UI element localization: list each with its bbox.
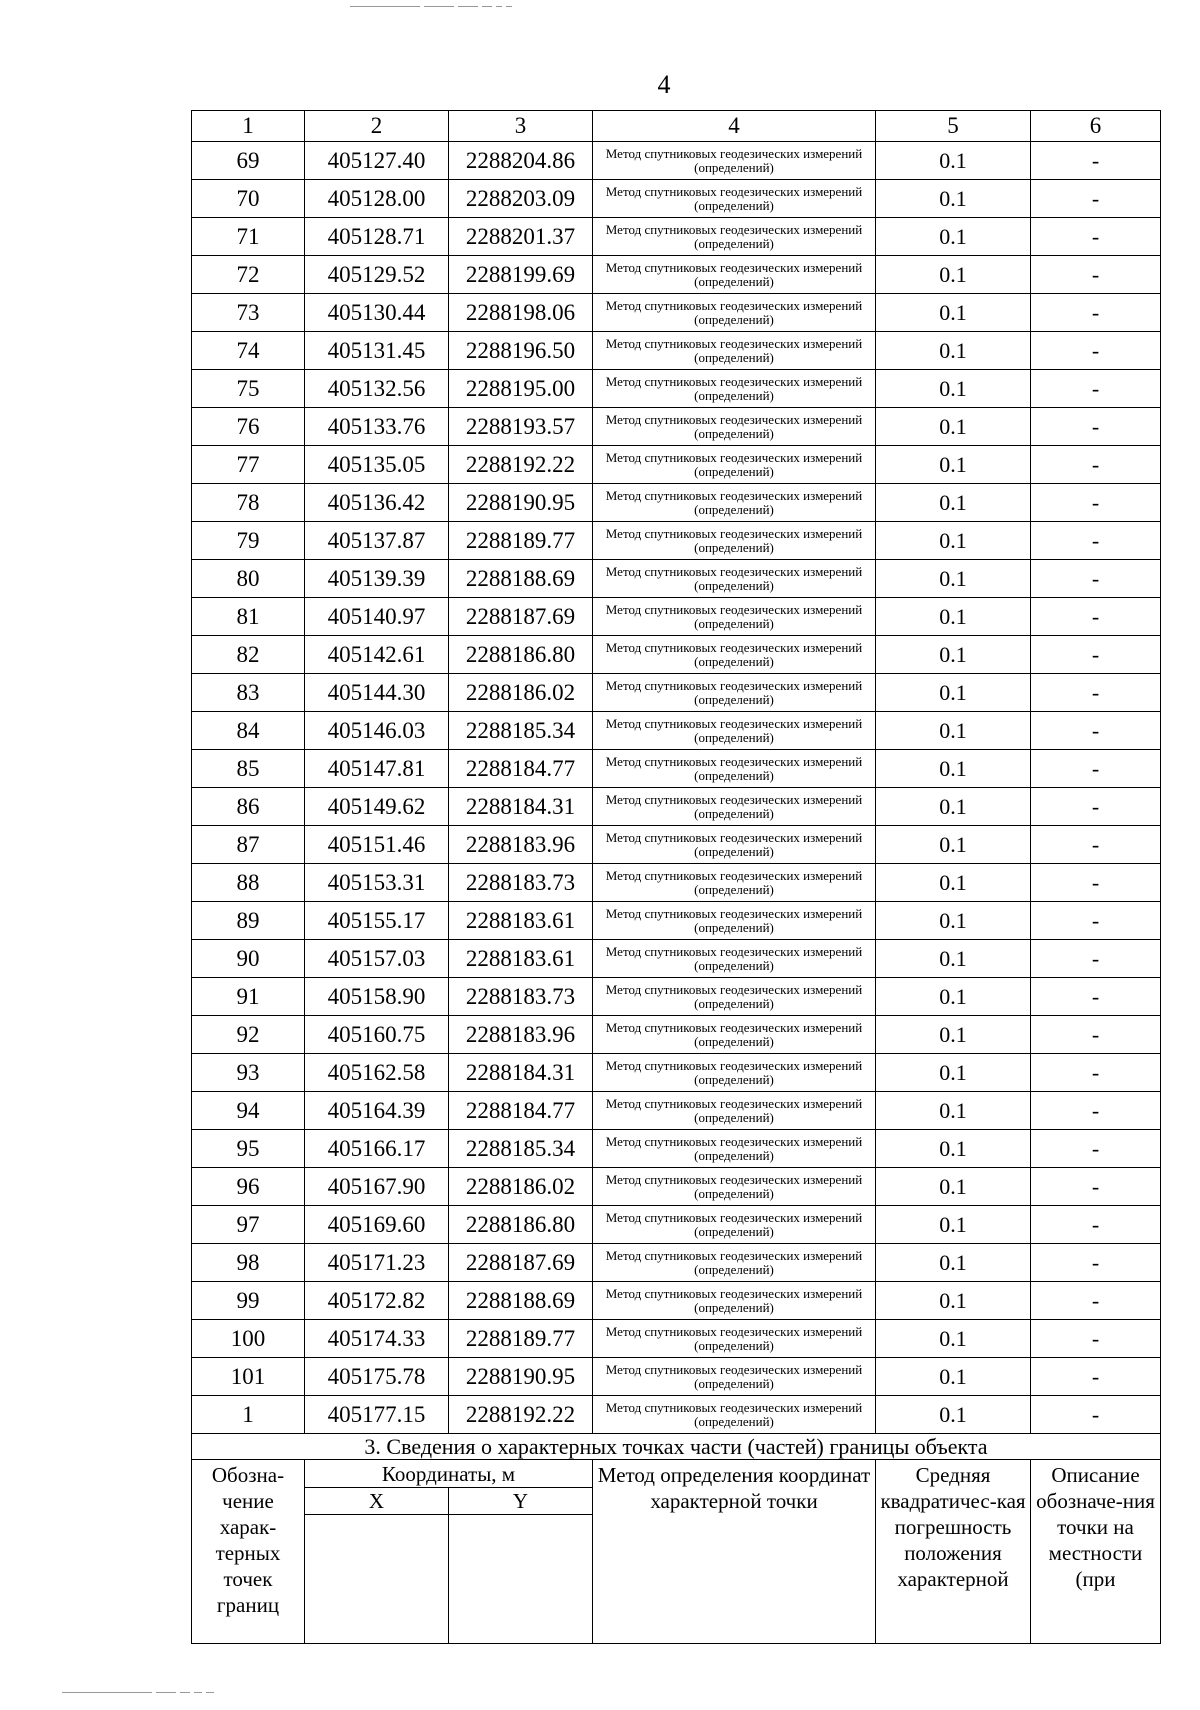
header-method: Метод определения координат характерной точки	[593, 1460, 876, 1644]
y-coordinate-cell: 2288192.22	[449, 446, 593, 484]
description-cell: -	[1031, 1282, 1161, 1320]
y-coordinate-cell: 2288199.69	[449, 256, 593, 294]
description-cell: -	[1031, 940, 1161, 978]
method-cell: Метод спутниковых геодезических измерений (определений)	[593, 294, 876, 332]
description-cell: -	[1031, 294, 1161, 332]
description-cell: -	[1031, 712, 1161, 750]
error-cell: 0.1	[876, 1092, 1031, 1130]
description-cell: -	[1031, 1206, 1161, 1244]
error-cell: 0.1	[876, 788, 1031, 826]
method-cell: Метод спутниковых геодезических измерений (определений)	[593, 1358, 876, 1396]
x-coordinate-cell: 405164.39	[305, 1092, 449, 1130]
table-row	[192, 484, 1161, 522]
y-coordinate-cell: 2288193.57	[449, 408, 593, 446]
point-number-cell: 84	[192, 712, 305, 750]
x-coordinate-cell: 405142.61	[305, 636, 449, 674]
x-coordinate-cell: 405175.78	[305, 1358, 449, 1396]
method-cell: Метод спутниковых геодезических измерений (определений)	[593, 598, 876, 636]
point-number-cell: 75	[192, 370, 305, 408]
error-cell: 0.1	[876, 1016, 1031, 1054]
method-cell: Метод спутниковых геодезических измерений (определений)	[593, 978, 876, 1016]
method-cell: Метод спутниковых геодезических измерений (определений)	[593, 826, 876, 864]
point-number-cell: 70	[192, 180, 305, 218]
y-coordinate-cell: 2288184.77	[449, 750, 593, 788]
point-number-cell: 77	[192, 446, 305, 484]
table-row	[192, 902, 1161, 940]
table-row	[192, 522, 1161, 560]
point-number-cell: 1	[192, 1396, 305, 1434]
error-cell: 0.1	[876, 712, 1031, 750]
method-cell: Метод спутниковых геодезических измерений (определений)	[593, 1396, 876, 1434]
description-cell: -	[1031, 484, 1161, 522]
x-coordinate-cell: 405132.56	[305, 370, 449, 408]
point-number-cell: 74	[192, 332, 305, 370]
x-coordinate-cell: 405129.52	[305, 256, 449, 294]
method-cell: Метод спутниковых геодезических измерений (определений)	[593, 142, 876, 180]
table-row	[192, 408, 1161, 446]
y-coordinate-cell: 2288183.96	[449, 826, 593, 864]
error-cell: 0.1	[876, 1358, 1031, 1396]
point-number-cell: 76	[192, 408, 305, 446]
error-cell: 0.1	[876, 1282, 1031, 1320]
section-title: 3. Сведения о характерных точках части (частей) границы объекта	[192, 1434, 1161, 1460]
header-designation: Обозна-чение харак-терных точек границ	[192, 1460, 305, 1644]
error-cell: 0.1	[876, 218, 1031, 256]
point-number-cell: 94	[192, 1092, 305, 1130]
description-cell: -	[1031, 218, 1161, 256]
column-number: 5	[876, 111, 1031, 142]
method-cell: Метод спутниковых геодезических измерений (определений)	[593, 408, 876, 446]
error-cell: 0.1	[876, 142, 1031, 180]
error-cell: 0.1	[876, 484, 1031, 522]
table-row	[192, 370, 1161, 408]
description-cell: -	[1031, 1016, 1161, 1054]
column-number: 6	[1031, 111, 1161, 142]
y-coordinate-cell: 2288201.37	[449, 218, 593, 256]
table-row	[192, 256, 1161, 294]
description-cell: -	[1031, 1092, 1161, 1130]
header-y: Y	[449, 1488, 593, 1515]
description-cell: -	[1031, 256, 1161, 294]
method-cell: Метод спутниковых геодезических измерений (определений)	[593, 674, 876, 712]
y-coordinate-cell: 2288203.09	[449, 180, 593, 218]
description-cell: -	[1031, 1244, 1161, 1282]
error-cell: 0.1	[876, 1054, 1031, 1092]
point-number-cell: 100	[192, 1320, 305, 1358]
x-coordinate-cell: 405166.17	[305, 1130, 449, 1168]
x-coordinate-cell: 405149.62	[305, 788, 449, 826]
y-coordinate-cell: 2288198.06	[449, 294, 593, 332]
x-coordinate-cell: 405167.90	[305, 1168, 449, 1206]
y-coordinate-cell: 2288190.95	[449, 484, 593, 522]
error-cell: 0.1	[876, 598, 1031, 636]
method-cell: Метод спутниковых геодезических измерений (определений)	[593, 560, 876, 598]
method-cell: Метод спутниковых геодезических измерений (определений)	[593, 1016, 876, 1054]
error-cell: 0.1	[876, 978, 1031, 1016]
x-coordinate-cell: 405128.00	[305, 180, 449, 218]
point-number-cell: 97	[192, 1206, 305, 1244]
error-cell: 0.1	[876, 864, 1031, 902]
column-number: 4	[593, 111, 876, 142]
x-coordinate-cell: 405133.76	[305, 408, 449, 446]
x-coordinate-cell: 405131.45	[305, 332, 449, 370]
point-number-cell: 85	[192, 750, 305, 788]
header-description: Описание обозначе-ния точки на местности (при	[1031, 1460, 1161, 1644]
table-row	[192, 294, 1161, 332]
x-coordinate-cell: 405137.87	[305, 522, 449, 560]
point-number-cell: 69	[192, 142, 305, 180]
empty-cell	[305, 1515, 449, 1644]
description-cell: -	[1031, 864, 1161, 902]
x-coordinate-cell: 405162.58	[305, 1054, 449, 1092]
point-number-cell: 72	[192, 256, 305, 294]
x-coordinate-cell: 405130.44	[305, 294, 449, 332]
description-cell: -	[1031, 1358, 1161, 1396]
table-row	[192, 1282, 1161, 1320]
y-coordinate-cell: 2288188.69	[449, 1282, 593, 1320]
scan-artifact-bottom	[62, 1692, 282, 1694]
description-cell: -	[1031, 1168, 1161, 1206]
method-cell: Метод спутниковых геодезических измерений (определений)	[593, 712, 876, 750]
column-number: 2	[305, 111, 449, 142]
error-cell: 0.1	[876, 522, 1031, 560]
table-row	[192, 446, 1161, 484]
description-cell: -	[1031, 1054, 1161, 1092]
x-coordinate-cell: 405153.31	[305, 864, 449, 902]
error-cell: 0.1	[876, 446, 1031, 484]
method-cell: Метод спутниковых геодезических измерений (определений)	[593, 788, 876, 826]
y-coordinate-cell: 2288184.31	[449, 788, 593, 826]
description-cell: -	[1031, 902, 1161, 940]
error-cell: 0.1	[876, 902, 1031, 940]
point-number-cell: 79	[192, 522, 305, 560]
method-cell: Метод спутниковых геодезических измерений (определений)	[593, 1282, 876, 1320]
method-cell: Метод спутниковых геодезических измерений (определений)	[593, 1092, 876, 1130]
header-coordinates: Координаты, м	[305, 1460, 593, 1488]
table-row	[192, 1320, 1161, 1358]
point-number-cell: 91	[192, 978, 305, 1016]
table-row	[192, 788, 1161, 826]
y-coordinate-cell: 2288190.95	[449, 1358, 593, 1396]
method-cell: Метод спутниковых геодезических измерений (определений)	[593, 1320, 876, 1358]
x-coordinate-cell: 405147.81	[305, 750, 449, 788]
table-row	[192, 598, 1161, 636]
error-cell: 0.1	[876, 940, 1031, 978]
point-number-cell: 101	[192, 1358, 305, 1396]
table-row	[192, 978, 1161, 1016]
error-cell: 0.1	[876, 1244, 1031, 1282]
error-cell: 0.1	[876, 1130, 1031, 1168]
y-coordinate-cell: 2288183.73	[449, 864, 593, 902]
method-cell: Метод спутниковых геодезических измерений (определений)	[593, 1168, 876, 1206]
table-row	[192, 180, 1161, 218]
table-row	[192, 674, 1161, 712]
method-cell: Метод спутниковых геодезических измерений (определений)	[593, 864, 876, 902]
table-row	[192, 1054, 1161, 1092]
x-coordinate-cell: 405135.05	[305, 446, 449, 484]
point-number-cell: 90	[192, 940, 305, 978]
point-number-cell: 96	[192, 1168, 305, 1206]
column-number: 1	[192, 111, 305, 142]
method-cell: Метод спутниковых геодезических измерений (определений)	[593, 256, 876, 294]
y-coordinate-cell: 2288183.96	[449, 1016, 593, 1054]
table-row	[192, 712, 1161, 750]
table-row	[192, 1016, 1161, 1054]
method-cell: Метод спутниковых геодезических измерений (определений)	[593, 902, 876, 940]
x-coordinate-cell: 405177.15	[305, 1396, 449, 1434]
point-number-cell: 92	[192, 1016, 305, 1054]
method-cell: Метод спутниковых геодезических измерений (определений)	[593, 218, 876, 256]
section-3-title-row	[192, 1434, 1161, 1460]
error-cell: 0.1	[876, 750, 1031, 788]
description-cell: -	[1031, 332, 1161, 370]
x-coordinate-cell: 405144.30	[305, 674, 449, 712]
table-row	[192, 1244, 1161, 1282]
x-coordinate-cell: 405127.40	[305, 142, 449, 180]
x-coordinate-cell: 405172.82	[305, 1282, 449, 1320]
header-x: X	[305, 1488, 449, 1515]
description-cell: -	[1031, 1130, 1161, 1168]
page-number: 4	[657, 70, 671, 99]
method-cell: Метод спутниковых геодезических измерений (определений)	[593, 370, 876, 408]
error-cell: 0.1	[876, 1206, 1031, 1244]
point-number-cell: 71	[192, 218, 305, 256]
y-coordinate-cell: 2288183.61	[449, 940, 593, 978]
error-cell: 0.1	[876, 826, 1031, 864]
point-number-cell: 88	[192, 864, 305, 902]
x-coordinate-cell: 405136.42	[305, 484, 449, 522]
x-coordinate-cell: 405155.17	[305, 902, 449, 940]
x-coordinate-cell: 405140.97	[305, 598, 449, 636]
method-cell: Метод спутниковых геодезических измерений (определений)	[593, 446, 876, 484]
section-3-header-row	[192, 1460, 1161, 1488]
description-cell: -	[1031, 636, 1161, 674]
method-cell: Метод спутниковых геодезических измерений (определений)	[593, 1244, 876, 1282]
error-cell: 0.1	[876, 674, 1031, 712]
y-coordinate-cell: 2288189.77	[449, 1320, 593, 1358]
x-coordinate-cell: 405158.90	[305, 978, 449, 1016]
point-number-cell: 81	[192, 598, 305, 636]
method-cell: Метод спутниковых геодезических измерений (определений)	[593, 332, 876, 370]
y-coordinate-cell: 2288186.80	[449, 636, 593, 674]
description-cell: -	[1031, 446, 1161, 484]
point-number-cell: 83	[192, 674, 305, 712]
x-coordinate-cell: 405160.75	[305, 1016, 449, 1054]
point-number-cell: 82	[192, 636, 305, 674]
description-cell: -	[1031, 142, 1161, 180]
error-cell: 0.1	[876, 256, 1031, 294]
point-number-cell: 89	[192, 902, 305, 940]
point-number-cell: 98	[192, 1244, 305, 1282]
description-cell: -	[1031, 750, 1161, 788]
x-coordinate-cell: 405174.33	[305, 1320, 449, 1358]
table-row	[192, 636, 1161, 674]
x-coordinate-cell: 405157.03	[305, 940, 449, 978]
description-cell: -	[1031, 1396, 1161, 1434]
y-coordinate-cell: 2288186.02	[449, 1168, 593, 1206]
method-cell: Метод спутниковых геодезических измерений (определений)	[593, 750, 876, 788]
error-cell: 0.1	[876, 560, 1031, 598]
error-cell: 0.1	[876, 1168, 1031, 1206]
y-coordinate-cell: 2288196.50	[449, 332, 593, 370]
point-number-cell: 95	[192, 1130, 305, 1168]
coordinates-table	[191, 110, 1161, 1644]
error-cell: 0.1	[876, 370, 1031, 408]
column-number-row	[192, 111, 1161, 142]
description-cell: -	[1031, 408, 1161, 446]
y-coordinate-cell: 2288195.00	[449, 370, 593, 408]
method-cell: Метод спутниковых геодезических измерений (определений)	[593, 484, 876, 522]
table-row	[192, 940, 1161, 978]
column-number: 3	[449, 111, 593, 142]
point-number-cell: 73	[192, 294, 305, 332]
x-coordinate-cell: 405171.23	[305, 1244, 449, 1282]
description-cell: -	[1031, 788, 1161, 826]
table-row	[192, 1092, 1161, 1130]
description-cell: -	[1031, 1320, 1161, 1358]
description-cell: -	[1031, 522, 1161, 560]
y-coordinate-cell: 2288192.22	[449, 1396, 593, 1434]
method-cell: Метод спутниковых геодезических измерений (определений)	[593, 940, 876, 978]
y-coordinate-cell: 2288189.77	[449, 522, 593, 560]
table-row	[192, 826, 1161, 864]
table-row	[192, 1168, 1161, 1206]
table-row	[192, 332, 1161, 370]
y-coordinate-cell: 2288183.73	[449, 978, 593, 1016]
method-cell: Метод спутниковых геодезических измерений (определений)	[593, 1130, 876, 1168]
table-row	[192, 560, 1161, 598]
header-error: Средняя квадратичес-кая погрешность положения характерной	[876, 1460, 1031, 1644]
table-row	[192, 864, 1161, 902]
table-row	[192, 1396, 1161, 1434]
method-cell: Метод спутниковых геодезических измерений (определений)	[593, 1054, 876, 1092]
empty-cell	[449, 1515, 593, 1644]
x-coordinate-cell: 405169.60	[305, 1206, 449, 1244]
x-coordinate-cell: 405128.71	[305, 218, 449, 256]
error-cell: 0.1	[876, 180, 1031, 218]
description-cell: -	[1031, 180, 1161, 218]
error-cell: 0.1	[876, 408, 1031, 446]
y-coordinate-cell: 2288204.86	[449, 142, 593, 180]
point-number-cell: 87	[192, 826, 305, 864]
description-cell: -	[1031, 674, 1161, 712]
y-coordinate-cell: 2288185.34	[449, 1130, 593, 1168]
table-row	[192, 1206, 1161, 1244]
y-coordinate-cell: 2288186.02	[449, 674, 593, 712]
x-coordinate-cell: 405139.39	[305, 560, 449, 598]
y-coordinate-cell: 2288186.80	[449, 1206, 593, 1244]
method-cell: Метод спутниковых геодезических измерений (определений)	[593, 522, 876, 560]
point-number-cell: 78	[192, 484, 305, 522]
description-cell: -	[1031, 560, 1161, 598]
point-number-cell: 93	[192, 1054, 305, 1092]
description-cell: -	[1031, 826, 1161, 864]
table-row	[192, 750, 1161, 788]
error-cell: 0.1	[876, 294, 1031, 332]
error-cell: 0.1	[876, 1396, 1031, 1434]
description-cell: -	[1031, 978, 1161, 1016]
y-coordinate-cell: 2288185.34	[449, 712, 593, 750]
table-row	[192, 1130, 1161, 1168]
point-number-cell: 86	[192, 788, 305, 826]
table-row	[192, 218, 1161, 256]
point-number-cell: 99	[192, 1282, 305, 1320]
description-cell: -	[1031, 598, 1161, 636]
error-cell: 0.1	[876, 1320, 1031, 1358]
x-coordinate-cell: 405146.03	[305, 712, 449, 750]
y-coordinate-cell: 2288184.31	[449, 1054, 593, 1092]
x-coordinate-cell: 405151.46	[305, 826, 449, 864]
table-row	[192, 1358, 1161, 1396]
error-cell: 0.1	[876, 636, 1031, 674]
scan-artifact-top	[350, 6, 550, 8]
table-row	[192, 142, 1161, 180]
error-cell: 0.1	[876, 332, 1031, 370]
method-cell: Метод спутниковых геодезических измерений (определений)	[593, 1206, 876, 1244]
y-coordinate-cell: 2288183.61	[449, 902, 593, 940]
y-coordinate-cell: 2288184.77	[449, 1092, 593, 1130]
y-coordinate-cell: 2288187.69	[449, 598, 593, 636]
y-coordinate-cell: 2288187.69	[449, 1244, 593, 1282]
method-cell: Метод спутниковых геодезических измерений (определений)	[593, 180, 876, 218]
description-cell: -	[1031, 370, 1161, 408]
method-cell: Метод спутниковых геодезических измерений (определений)	[593, 636, 876, 674]
point-number-cell: 80	[192, 560, 305, 598]
y-coordinate-cell: 2288188.69	[449, 560, 593, 598]
